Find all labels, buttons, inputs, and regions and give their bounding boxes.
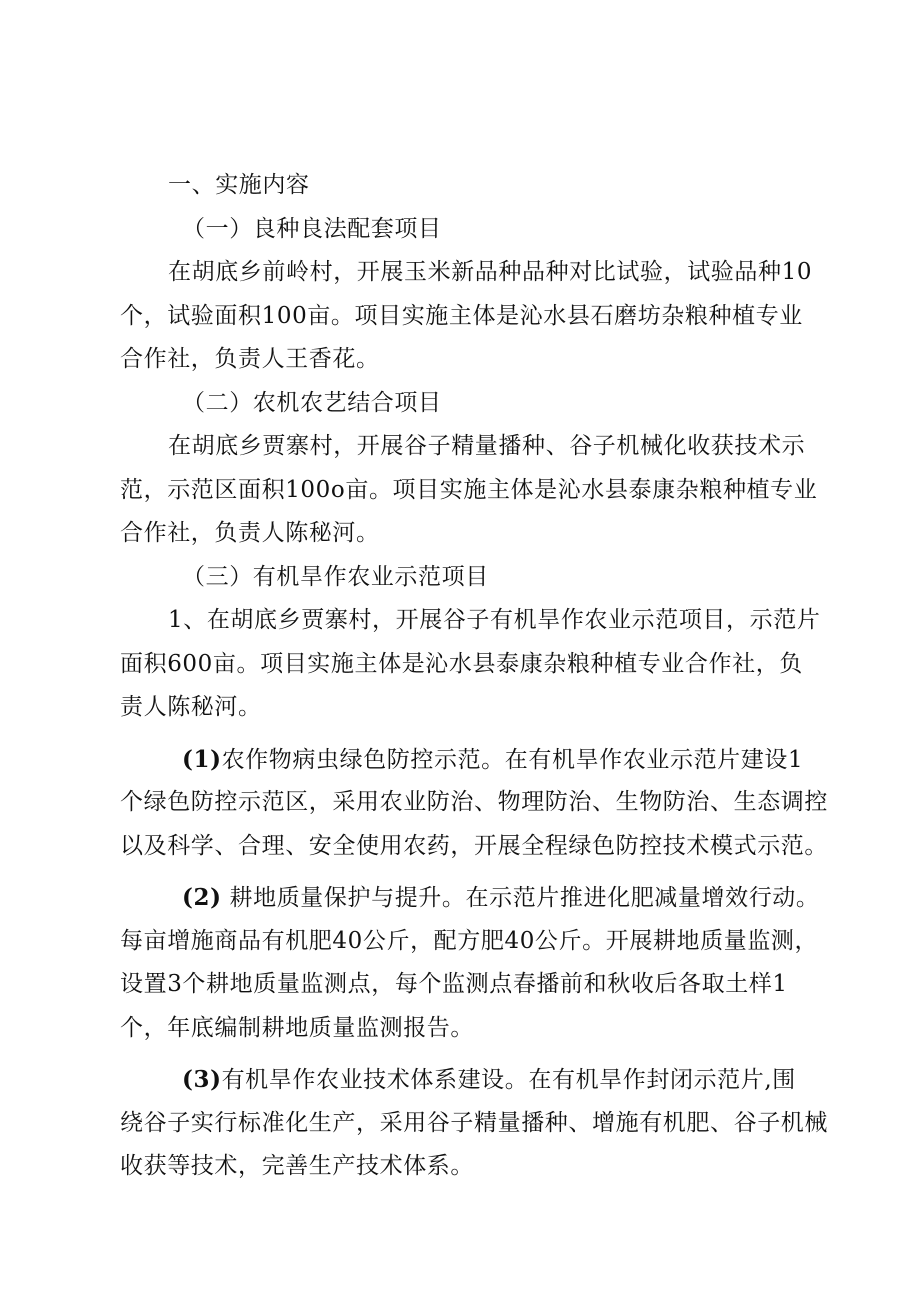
item2-paragraph bbox=[120, 425, 818, 556]
item1-line: 个，试验面积100亩。项目实施主体是沁水县石磨坊杂粮种植专业 bbox=[120, 302, 803, 329]
sub3-line: 收获等技术，完善生产技术体系。 bbox=[120, 1153, 474, 1179]
sub2-label: (2) bbox=[182, 884, 222, 911]
sub2-line: 个，年底编制耕地质量监测报告。 bbox=[120, 1014, 474, 1041]
sub2-paragraph bbox=[120, 876, 820, 1050]
sub3-line: 绕谷子实行标准化生产，采用谷子精量播种、增施有机肥、谷子机械 bbox=[120, 1109, 828, 1136]
item2-line: 合作社，负责人陈秘河。 bbox=[120, 520, 380, 546]
sub1-line: 个绿色防控示范区，采用农业防治、物理防治、生物防治、生态调控 bbox=[120, 789, 828, 815]
sub1-line: 以及科学、合理、安全使用农药，开展全程绿色防控技术模式示范。 bbox=[120, 832, 828, 859]
sub3-label: (3) bbox=[182, 1066, 222, 1093]
item2-line: 在胡底乡贾寨村，开展谷子精量播种、谷子机械化收获技术示 bbox=[168, 433, 806, 459]
sub2-line: 设置3个耕地质量监测点，每个监测点春播前和秋收后各取土样1 bbox=[120, 971, 788, 997]
sub1-label: (1) bbox=[182, 745, 222, 773]
sub1-first-line bbox=[120, 738, 810, 782]
sub3-text: 有机旱作农业技术体系建设。在有机旱作封闭示范片,围 bbox=[221, 1067, 796, 1093]
item3-point1-line: 责人陈秘河。 bbox=[120, 694, 262, 720]
sub3-first-line bbox=[120, 1058, 810, 1102]
item2-heading: （二）农机农艺结合项目 bbox=[182, 389, 442, 416]
item1-paragraph bbox=[120, 251, 813, 382]
item3-point1-line: 面积600亩。项目实施主体是沁水县泰康杂粮种植专业合作社，负 bbox=[120, 650, 803, 677]
item3-heading: （三）有机旱作农业示范项目 bbox=[182, 563, 489, 590]
sub1-text: 农作物病虫绿色防控示范。在有机旱作农业示范片建设1 bbox=[221, 746, 804, 773]
sub3-paragraph bbox=[120, 1058, 828, 1189]
item3-point1-line: 1、在胡底乡贾寨村，开展谷子有机旱作农业示范项目，示范片 bbox=[168, 607, 821, 633]
sub2-text: 耕地质量保护与提升。在示范片推进化肥减量增效行动。 bbox=[229, 885, 820, 911]
item1-heading: （一）良种良法配套项目 bbox=[182, 215, 442, 242]
sub2-first-line bbox=[120, 876, 820, 920]
document-body bbox=[120, 164, 828, 1189]
item1-line: 合作社，负责人王香花。 bbox=[120, 346, 380, 372]
sub2-line: 每亩增施商品有机肥40公斤，配方肥40公斤。开展耕地质量监测， bbox=[120, 927, 819, 954]
sub1-paragraph bbox=[120, 738, 828, 869]
item3-point1-paragraph bbox=[120, 599, 821, 730]
item2-line: 范，示范区面积100o亩。项目实施主体是沁水县泰康杂粮种植专业 bbox=[120, 476, 818, 503]
item1-line: 在胡底乡前岭村，开展玉米新品种品种对比试验，试验品种10 bbox=[168, 259, 813, 285]
section-title: 一、实施内容 bbox=[168, 172, 310, 198]
